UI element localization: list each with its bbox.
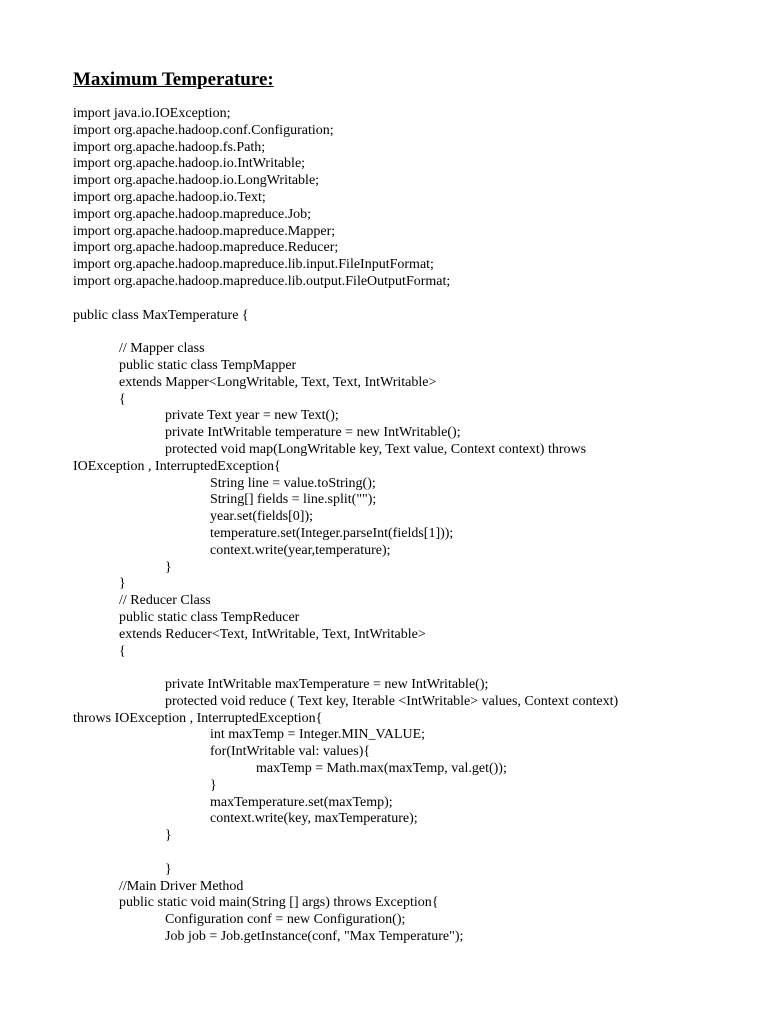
code-line: import java.io.IOException; <box>73 106 231 121</box>
code-line <box>73 845 753 862</box>
code-line: import org.apache.hadoop.mapreduce.lib.input.FileInputFormat; <box>73 257 434 273</box>
code-line: protected void reduce ( Text key, Iterable <IntWritable> values, Context context) <box>165 693 619 709</box>
code-line: context.write(year,temperature); <box>210 542 391 558</box>
code-line: } <box>210 777 217 793</box>
code-line: import org.apache.hadoop.io.Text; <box>73 189 266 205</box>
code-line: IOException , InterruptedException{ <box>73 458 281 474</box>
code-listing <box>73 106 753 946</box>
code-line: { <box>119 391 126 407</box>
code-line: context.write(key, maxTemperature); <box>210 811 418 827</box>
code-line: temperature.set(Integer.parseInt(fields[1])); <box>210 525 454 541</box>
code-line: public static class TempMapper <box>119 357 297 373</box>
code-line: import org.apache.hadoop.mapreduce.Mapper; <box>73 223 336 239</box>
code-line: Job job = Job.getInstance(conf, "Max Temperature"); <box>165 929 464 945</box>
code-line: year.set(fields[0]); <box>210 509 314 525</box>
code-line: int maxTemp = Integer.MIN_VALUE; <box>210 727 426 743</box>
code-line: maxTemp = Math.max(maxTemp, val.get()); <box>256 761 507 777</box>
code-line: import org.apache.hadoop.mapreduce.lib.output.FileOutputFormat; <box>73 273 451 289</box>
code-line: private Text year = new Text(); <box>165 408 339 424</box>
code-line: maxTemperature.set(maxTemp); <box>210 794 393 810</box>
code-line: import org.apache.hadoop.io.IntWritable; <box>73 156 306 172</box>
code-line: //Main Driver Method <box>119 878 244 894</box>
code-line: } <box>119 576 126 592</box>
code-line: extends Mapper<LongWritable, Text, Text, IntWritable> <box>119 374 437 390</box>
code-line: private IntWritable maxTemperature = new IntWritable(); <box>165 677 489 693</box>
code-line: throws IOException , InterruptedException{ <box>73 710 323 726</box>
code-line: public static void main(String [] args) throws Exception{ <box>119 895 439 911</box>
code-line: for(IntWritable val: values){ <box>210 744 371 760</box>
code-line: import org.apache.hadoop.mapreduce.Reducer; <box>73 240 339 256</box>
code-line: private IntWritable temperature = new IntWritable(); <box>165 425 461 441</box>
code-line: } <box>165 828 172 844</box>
code-line: { <box>119 643 126 659</box>
code-line: import org.apache.hadoop.mapreduce.Job; <box>73 206 312 222</box>
code-line: Configuration conf = new Configuration(); <box>165 912 406 928</box>
code-line <box>73 324 753 341</box>
code-line <box>73 660 753 677</box>
code-line: // Mapper class <box>119 341 205 357</box>
code-line: } <box>165 559 172 575</box>
code-line: String line = value.toString(); <box>210 475 376 491</box>
code-line: public static class TempReducer <box>119 609 300 625</box>
code-line: import org.apache.hadoop.fs.Path; <box>73 139 266 155</box>
code-line: public class MaxTemperature { <box>73 307 249 323</box>
document-title: Maximum Temperature: <box>73 69 274 90</box>
code-line: } <box>165 861 172 877</box>
code-line <box>73 291 753 308</box>
code-line: protected void map(LongWritable key, Text value, Context context) throws <box>165 441 587 457</box>
code-line: String[] fields = line.split(""); <box>210 492 377 508</box>
code-line: import org.apache.hadoop.io.LongWritable; <box>73 173 320 189</box>
code-line: extends Reducer<Text, IntWritable, Text, IntWritable> <box>119 626 426 642</box>
code-line: // Reducer Class <box>119 593 211 609</box>
code-line: import org.apache.hadoop.conf.Configuration; <box>73 122 334 138</box>
